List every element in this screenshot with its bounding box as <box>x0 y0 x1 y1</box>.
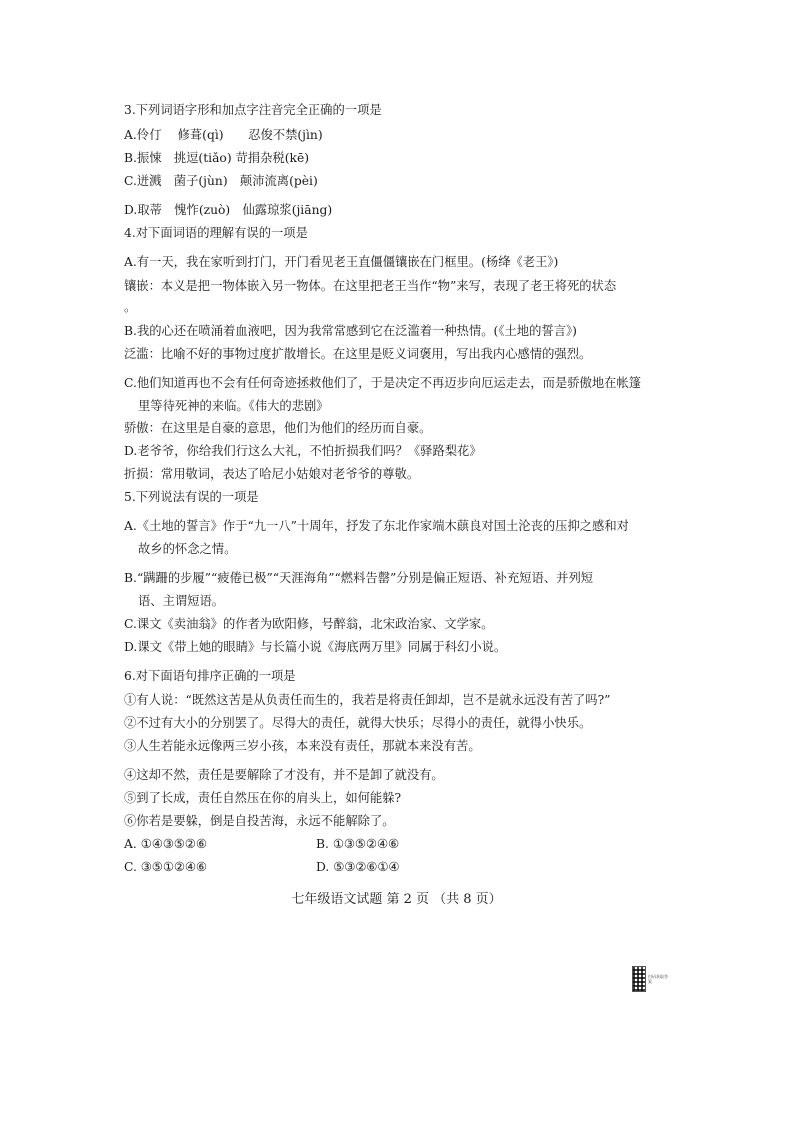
q5-option-b-cont: 语、主谓短语。 <box>138 594 225 608</box>
watermark-text: 扫码获取答案 <box>648 974 668 984</box>
q6-sentence-3: ③人生若能永远像两三岁小孩，本来没有责任，那就本来没有苦。 <box>124 739 481 753</box>
q3-option-a: A.伶仃 修葺(qì) 忍俊不禁(jìn) <box>124 128 323 142</box>
q4-option-d: D.老爷爷，你给我们行这么大礼，不怕折损我们吗？《驿路梨花》 <box>124 444 482 458</box>
q4-option-b-note: 泛滥：比喻不好的事物过度扩散增长。在这里是贬义词褒用，写出我内心感情的强烈。 <box>124 347 592 361</box>
q6-option-c: C. ③⑤①②④⑥ <box>124 860 207 874</box>
q5-option-d: D.课文《带上她的眼睛》与长篇小说《海底两万里》同属于科幻小说。 <box>124 640 507 654</box>
q6-option-b: B. ①③⑤②④⑥ <box>316 837 399 851</box>
q3-title: 3.下列词语字形和加点字注音完全正确的一项是 <box>124 103 382 117</box>
q4-option-a-note: 镶嵌：本义是把一物体嵌入另一物体。在这里把老王当作“物”来写，表现了老王将死的状态 <box>124 279 617 293</box>
q6-option-d: D. ⑤③②⑥①④ <box>316 860 400 874</box>
q5-option-a: A.《土地的誓言》作于“九一八”十周年，抒发了东北作家端木蕻良对国土沦丧的压抑之感和对 <box>124 519 629 533</box>
q4-option-c-cont: 里等待死神的来临。《伟大的悲剧》 <box>138 399 329 413</box>
q4-option-c: C.他们知道再也不会有任何奇迹拯救他们了，于是决定不再迈步向厄运走去，而是骄傲地在帐篷 <box>124 376 642 390</box>
qr-code-icon <box>632 966 646 992</box>
q6-sentence-2: ②不过有大小的分别罢了。尽得大的责任，就得大快乐；尽得小的责任，就得小快乐。 <box>124 716 592 730</box>
q6-sentence-1: ①有人说：“既然这苦是从负责任而生的，我若是将责任卸却，岂不是就永远没有苦了吗?” <box>124 693 611 707</box>
q3-option-d: D.取蒂 愧怍(zuò) 仙露琼浆(jiāng) <box>124 203 333 217</box>
q4-option-a: A.有一天，我在家听到打门，开门看见老王直僵僵镶嵌在门框里。(杨绛《老王》) <box>124 255 559 269</box>
q5-title: 5.下列说法有误的一项是 <box>124 490 259 504</box>
q5-option-b: B.“蹒跚的步履”“疲倦已极”“天涯海角”“燃料告罄”分别是偏正短语、补充短语、并列短 <box>124 571 594 585</box>
q4-option-b: B.我的心还在喷涌着血液吧，因为我常常感到它在泛滥着一种热情。(《土地的誓言》) <box>124 324 577 338</box>
q6-option-a: A. ①④③⑤②⑥ <box>124 837 207 851</box>
q3-option-b: B.振悚 挑逗(tiǎo) 苛捐杂税(kē) <box>124 151 310 165</box>
q6-options-row-2 <box>124 858 683 876</box>
q3-option-c: C.迸溅 菌子(jùn) 颠沛流离(pèi) <box>124 174 318 188</box>
q6-title: 6.对下面语句排序正确的一项是 <box>124 669 296 683</box>
q5-option-a-cont: 故乡的怀念之情。 <box>138 542 237 556</box>
qr-watermark <box>632 964 668 994</box>
page-footer: 七年级语文试题 第 2 页 （共 8 页） <box>291 892 502 907</box>
q4-option-a-note-end: 。 <box>124 300 137 314</box>
q6-options-row-1 <box>124 835 683 853</box>
q4-option-c-note: 骄傲：在这里是自豪的意思，他们为他们的经历而自豪。 <box>124 421 432 435</box>
q6-sentence-5: ⑤到了长成，责任自然压在你的肩头上，如何能躲? <box>124 791 402 805</box>
q5-option-c: C.课文《卖油翁》的作者为欧阳修，号醉翁，北宋政治家、文学家。 <box>124 617 494 631</box>
q6-sentence-4: ④这却不然，责任是要解除了才没有，并不是卸了就没有。 <box>124 768 444 782</box>
q4-title: 4.对下面词语的理解有误的一项是 <box>124 226 308 240</box>
q4-option-d-note: 折损：常用敬词，表达了哈尼小姑娘对老爷爷的尊敬。 <box>124 467 420 481</box>
q6-sentence-6: ⑥你若是要躲，倒是自投苦海，永远不能解除了。 <box>124 814 395 828</box>
